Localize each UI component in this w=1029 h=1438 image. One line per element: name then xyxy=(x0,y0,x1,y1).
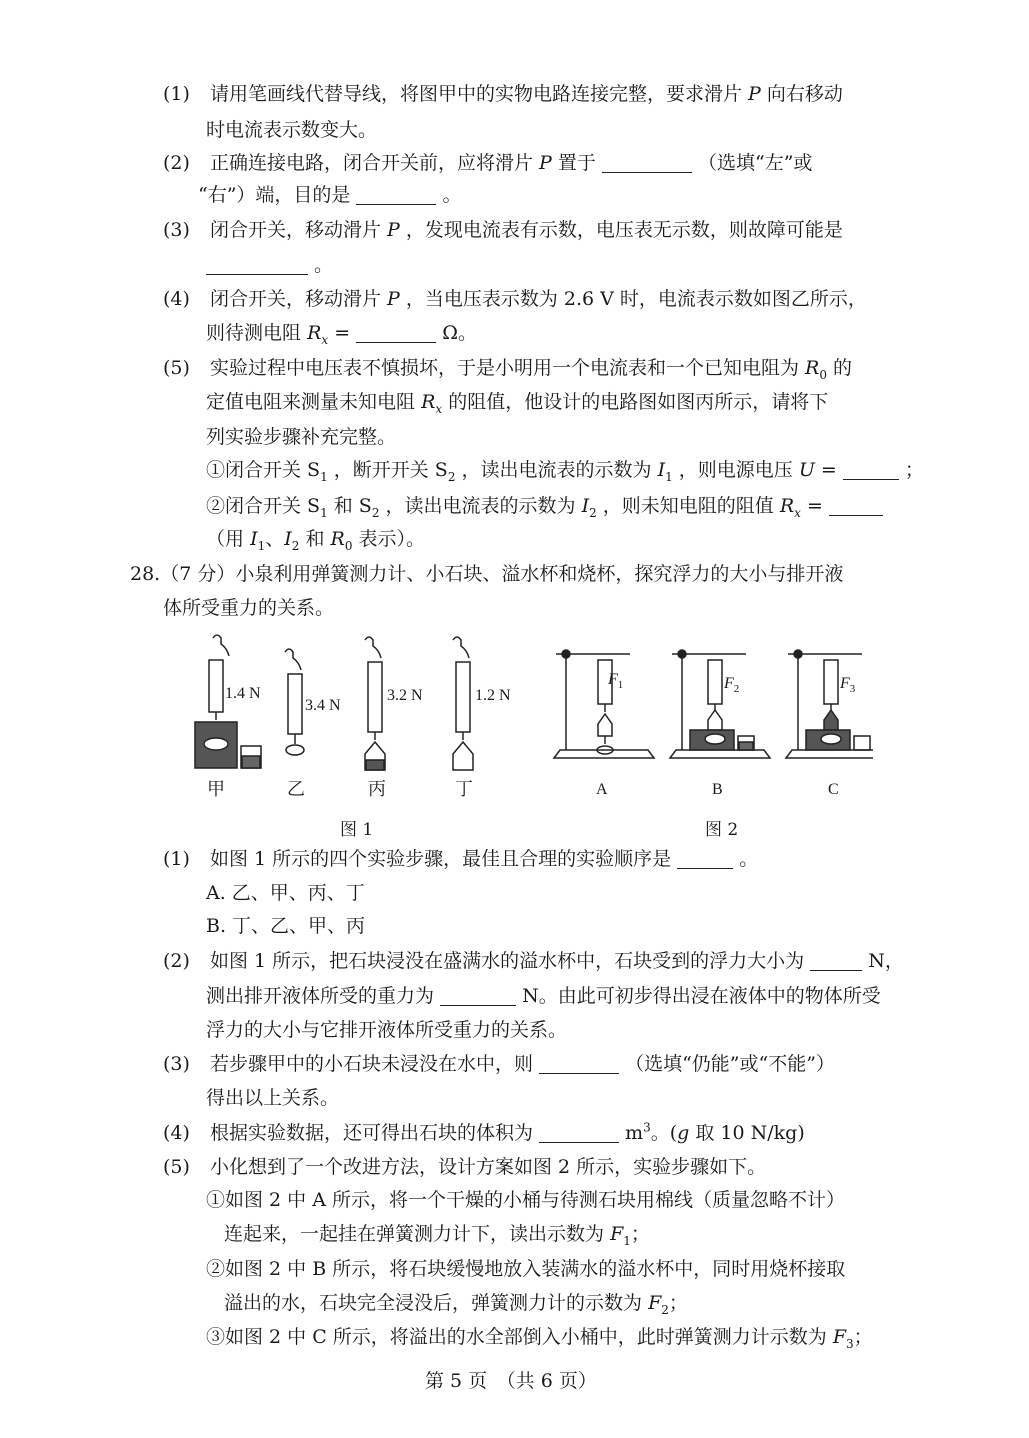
q27-step2-cont xyxy=(206,526,425,552)
step-text: ； xyxy=(853,1326,873,1348)
part-number: (1) xyxy=(163,848,190,870)
part-number: (5) xyxy=(163,357,190,379)
q27-part2-text-d: “右”）端，目的是 xyxy=(198,184,351,206)
q28-step3 xyxy=(206,1324,873,1350)
q28-part2-cont2: 浮力的大小与它排开液体所受重力的关系。 xyxy=(206,1019,568,1041)
symbol-g: g xyxy=(677,1122,690,1144)
symbol-I: I xyxy=(657,459,666,481)
step-text: ，读出电流表的示数为 xyxy=(385,495,576,517)
subscript-1: 1 xyxy=(665,469,673,484)
step-text: ，读出电流表的示数为 xyxy=(461,459,652,481)
subscript-2: 2 xyxy=(447,469,456,484)
answer-blank[interactable] xyxy=(356,184,436,205)
spring-scale-jia xyxy=(207,635,229,731)
q27-step2 xyxy=(206,493,883,519)
answer-blank[interactable] xyxy=(539,1053,619,1074)
stand-A xyxy=(554,650,654,758)
symbol-F: F xyxy=(610,1223,624,1245)
q28-part4-text-c: 。( xyxy=(650,1122,678,1144)
symbol-R: R xyxy=(421,391,436,413)
q27-part1 xyxy=(163,81,843,107)
symbol-R: R xyxy=(779,495,795,517)
label-B: B xyxy=(712,781,723,798)
q27-part3-text-c: 。 xyxy=(314,254,334,276)
q28-part3 xyxy=(163,1051,835,1077)
part-number: (4) xyxy=(163,1122,190,1144)
superscript-3: 3 xyxy=(643,1120,651,1135)
q28-part2-text-c: 测出排开液体所受的重力为 xyxy=(206,985,435,1007)
bucket-empty xyxy=(453,742,473,770)
step-text: ； xyxy=(630,1223,650,1245)
stone xyxy=(286,745,304,755)
step-text: 表示）。 xyxy=(358,528,426,550)
stand-C xyxy=(786,650,873,758)
q28-part1-text: 如图 1 所示的四个实验步骤，最佳且合理的实验顺序是 xyxy=(209,848,672,870)
q28-step1: ①如图 2 中 A 所示，将一个干燥的小桶与待测石块用棉线（质量忽略不计） xyxy=(206,1189,845,1211)
step-text: 连起来，一起挂在弹簧测力计下，读出示数为 xyxy=(224,1223,605,1245)
force-label: F xyxy=(840,675,850,692)
force-label: F xyxy=(724,675,734,692)
figure-1-caption: 图 1 xyxy=(340,820,374,840)
subscript-x: x xyxy=(794,505,801,520)
subscript-2: 2 xyxy=(371,505,380,520)
q27-part2 xyxy=(163,150,812,176)
symbol-F: F xyxy=(832,1326,847,1348)
option-B: B. 丁、乙、甲、丙 xyxy=(206,915,366,937)
symbol-P: P xyxy=(748,83,761,105)
q27-part5-cont1 xyxy=(206,389,828,415)
q27-part1-text-b: 向右移动 xyxy=(766,83,843,105)
q27-part3-text: 闭合开关，移动滑片 xyxy=(209,219,381,241)
q27-part2-text-c: （选填“左”或 xyxy=(697,152,813,174)
force-subscript: 3 xyxy=(849,683,856,695)
q27-part4-text-b: ，当电压表示数为 2.6 V 时，电流表示数如图乙所示， xyxy=(405,288,867,310)
answer-blank[interactable] xyxy=(440,985,516,1006)
q28-header: 28.（7 分）小泉利用弹簧测力计、小石块、溢水杯和烧杯，探究浮力的大小与排开液 xyxy=(130,563,844,585)
label-A: A xyxy=(596,781,608,798)
answer-blank[interactable] xyxy=(356,322,436,343)
step-text: ，则未知电阻的阻值 xyxy=(602,495,774,517)
equals-sign: = xyxy=(820,459,837,481)
stone xyxy=(204,738,228,750)
symbol-F: F xyxy=(648,1292,662,1314)
option-A: A. 乙、甲、丙、丁 xyxy=(206,882,365,904)
q28-part1 xyxy=(163,846,758,872)
symbol-R: R xyxy=(307,322,322,344)
label-bing: 丙 xyxy=(368,779,386,799)
subscript-0: 0 xyxy=(819,367,827,382)
q28-part2-text-b: N， xyxy=(868,950,904,972)
q27-part5-text: 实验过程中电压表不慎损坏，于是小明用一个电流表和一个已知电阻为 xyxy=(209,357,799,379)
q28-part5 xyxy=(163,1154,766,1180)
subscript-1: 1 xyxy=(320,505,328,520)
bucket-water xyxy=(366,760,384,770)
part-number: (2) xyxy=(163,152,190,174)
step-text: ①闭合开关 S xyxy=(206,459,321,481)
label-ding: 丁 xyxy=(455,779,473,799)
beaker-water xyxy=(242,756,260,768)
symbol-P: P xyxy=(387,219,400,241)
q27-part3-text-b: ，发现电流表有示数，电压表无示数，则故障可能是 xyxy=(405,219,843,241)
figure-1 xyxy=(185,630,530,805)
q27-part4-text-e: Ω。 xyxy=(442,322,477,344)
step-text: 和 xyxy=(305,528,325,550)
reading-bing: 3.2 N xyxy=(387,687,423,704)
q27-part4-text-c: 则待测电阻 xyxy=(206,322,302,344)
step-text: ； xyxy=(904,459,924,481)
q28-part5-text: 小化想到了一个改进方法，设计方案如图 2 所示，实验步骤如下。 xyxy=(209,1156,767,1178)
q27-part5-text-c: 定值电阻来测量未知电阻 xyxy=(206,391,416,413)
part-number: (3) xyxy=(163,219,190,241)
q28-part3-text-b: （选填“仍能”或“不能”） xyxy=(625,1053,835,1075)
reading-jia: 1.4 N xyxy=(225,685,261,702)
symbol-P: P xyxy=(387,288,400,310)
equals-sign: = xyxy=(806,495,823,517)
answer-blank[interactable] xyxy=(539,1122,619,1143)
symbol-I: I xyxy=(250,528,258,550)
subscript-1: 1 xyxy=(320,469,328,484)
spring-scale-yi xyxy=(285,649,302,744)
subscript-x: x xyxy=(321,332,329,347)
q28-part4-text: 根据实验数据，还可得出石块的体积为 xyxy=(209,1122,533,1144)
unit-m: m xyxy=(625,1122,644,1144)
q28-part2-text: 如图 1 所示，把石块浸没在盛满水的溢水杯中，石块受到的浮力大小为 xyxy=(209,950,805,972)
subscript-x: x xyxy=(435,401,443,416)
q28-part2-text-d: N。由此可初步得出浸在液体中的物体所受 xyxy=(522,985,881,1007)
subscript-2: 2 xyxy=(589,505,597,520)
reading-yi: 3.4 N xyxy=(305,697,341,714)
q27-part1-text: 请用笔画线代替导线，将图甲中的实物电路连接完整，要求滑片 xyxy=(209,83,742,105)
q27-part2-text: 正确连接电路，闭合开关前，应将滑片 xyxy=(209,152,533,174)
step-text: ； xyxy=(668,1292,688,1314)
answer-blank[interactable] xyxy=(677,848,733,869)
part-number: (3) xyxy=(163,1053,190,1075)
symbol-P: P xyxy=(539,152,552,174)
q28-part1-text-b: 。 xyxy=(739,848,759,870)
q27-step1 xyxy=(206,457,924,483)
force-subscript: 1 xyxy=(617,679,624,691)
step-text: ③如图 2 中 C 所示，将溢出的水全部倒入小桶中，此时弹簧测力计示数为 xyxy=(206,1326,827,1348)
label-jia: 甲 xyxy=(207,779,225,799)
q27-part1-cont: 时电流表示数变大。 xyxy=(206,119,378,141)
figure-2 xyxy=(548,640,873,805)
q27-part5-text-b: 的 xyxy=(833,357,853,379)
label-yi: 乙 xyxy=(287,779,305,799)
force-F2 xyxy=(723,675,739,695)
symbol-I: I xyxy=(581,495,590,517)
answer-blank[interactable] xyxy=(206,254,308,275)
step-text: 、 xyxy=(265,528,285,550)
answer-blank[interactable] xyxy=(810,950,862,971)
force-F1 xyxy=(607,671,623,691)
q28-part3-text: 若步骤甲中的小石块未浸没在水中，则 xyxy=(209,1053,533,1075)
stand-B xyxy=(670,650,770,758)
subscript-1: 1 xyxy=(623,1233,631,1248)
subscript-2: 2 xyxy=(291,538,300,553)
q27-part2-cont xyxy=(198,182,462,208)
q27-part2-text-e: 。 xyxy=(442,184,462,206)
spring-scale-ding xyxy=(453,637,470,740)
step-text: ②闭合开关 S xyxy=(206,495,321,517)
subscript-3: 3 xyxy=(846,1336,854,1351)
reading-ding: 1.2 N xyxy=(475,687,511,704)
spring-scale-bing xyxy=(365,637,382,740)
q27-part2-text-b: 置于 xyxy=(557,152,596,174)
force-label: F xyxy=(608,671,618,688)
symbol-I: I xyxy=(284,528,292,550)
q28-step1-cont xyxy=(224,1221,650,1247)
q27-part5 xyxy=(163,355,852,381)
symbol-U: U xyxy=(798,459,815,481)
q28-part2-cont1 xyxy=(206,983,881,1009)
q28-step2-cont xyxy=(224,1290,688,1316)
subscript-2: 2 xyxy=(661,1302,669,1317)
q27-part4-cont xyxy=(206,320,477,346)
step-text: ，则电源电压 xyxy=(678,459,793,481)
q27-part3 xyxy=(163,217,843,243)
equals-sign: = xyxy=(334,322,351,344)
q27-part4-text: 闭合开关，移动滑片 xyxy=(209,288,381,310)
q27-part3-cont xyxy=(206,252,333,278)
answer-blank[interactable] xyxy=(602,152,692,173)
part-number: (1) xyxy=(163,83,190,105)
symbol-R: R xyxy=(330,528,345,550)
part-number: (2) xyxy=(163,950,190,972)
step-text: ，断开开关 S xyxy=(333,459,448,481)
symbol-R: R xyxy=(805,357,820,379)
part-number: (5) xyxy=(163,1156,190,1178)
q28-header-cont: 体所受重力的关系。 xyxy=(163,597,335,619)
figure-2-caption: 图 2 xyxy=(705,820,739,840)
subscript-0: 0 xyxy=(344,538,353,553)
step-text: 和 S xyxy=(333,495,372,517)
label-C: C xyxy=(828,781,839,798)
q27-part4 xyxy=(163,286,867,312)
step-text: （用 xyxy=(206,528,245,550)
q28-part2 xyxy=(163,948,904,974)
q28-part4-text-d: 取 10 N/kg) xyxy=(695,1122,805,1144)
page-footer: 第 5 页 （共 6 页） xyxy=(425,1370,597,1392)
force-F3 xyxy=(839,675,856,695)
answer-blank[interactable] xyxy=(829,495,883,516)
q28-step2: ②如图 2 中 B 所示，将石块缓慢地放入装满水的溢水杯中，同时用烧杯接取 xyxy=(206,1258,846,1280)
q27-part5-text-d: 的阻值，他设计的电路图如图丙所示，请将下 xyxy=(448,391,829,413)
q28-part4 xyxy=(163,1120,805,1146)
step-text: 溢出的水，石块完全浸没后，弹簧测力计的示数为 xyxy=(224,1292,643,1314)
q27-part5-cont2: 列实验步骤补充完整。 xyxy=(206,426,397,448)
q28-part3-cont: 得出以上关系。 xyxy=(206,1087,340,1109)
part-number: (4) xyxy=(163,288,190,310)
subscript-1: 1 xyxy=(257,538,266,553)
force-subscript: 2 xyxy=(733,683,740,695)
answer-blank[interactable] xyxy=(843,459,899,480)
